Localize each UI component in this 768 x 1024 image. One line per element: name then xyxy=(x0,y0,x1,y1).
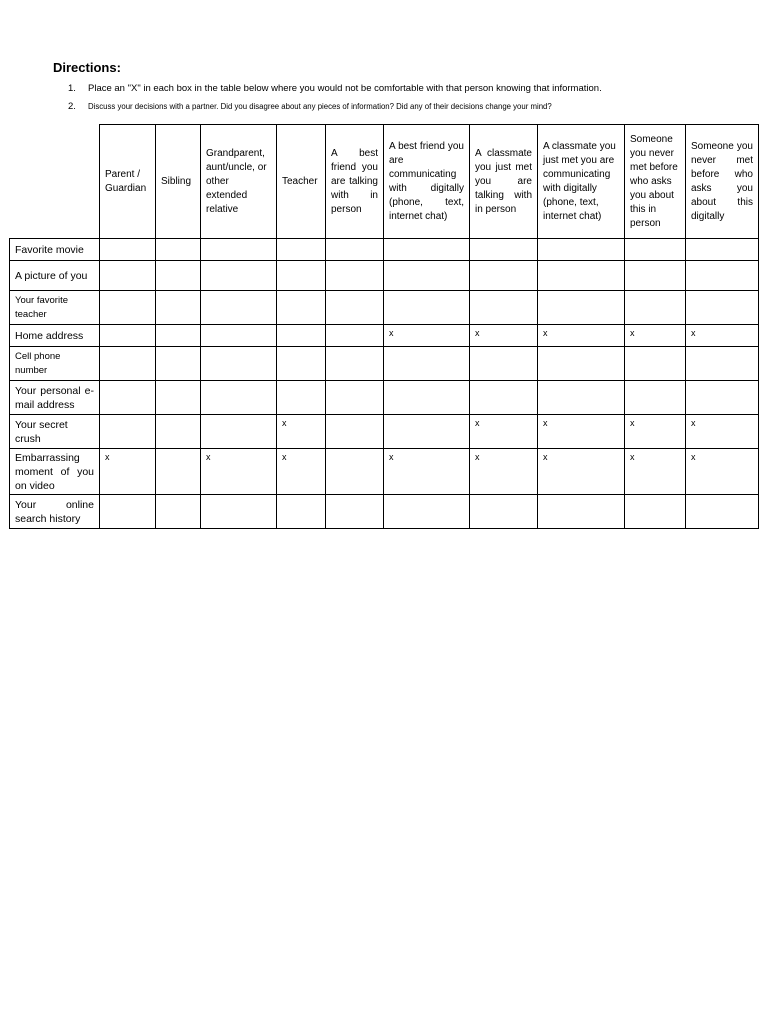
column-header: A best friend you are talking with in person xyxy=(326,125,384,239)
answer-cell[interactable]: x xyxy=(538,325,625,347)
column-header: Parent / Guardian xyxy=(100,125,156,239)
column-header: Teacher xyxy=(277,125,326,239)
answer-cell[interactable] xyxy=(326,495,384,529)
row-label: Your favorite teacher xyxy=(10,291,100,325)
answer-cell[interactable] xyxy=(326,325,384,347)
table-row xyxy=(10,325,759,347)
header-corner xyxy=(10,125,100,239)
row-label: Your secret crush xyxy=(10,415,100,449)
answer-cell[interactable]: x xyxy=(686,449,759,495)
answer-cell[interactable]: x xyxy=(470,449,538,495)
answer-cell[interactable] xyxy=(201,261,277,291)
answer-cell[interactable] xyxy=(156,495,201,529)
answer-cell[interactable] xyxy=(100,415,156,449)
row-label: Favorite movie xyxy=(10,239,100,261)
answer-cell[interactable] xyxy=(538,495,625,529)
answer-cell[interactable]: x xyxy=(384,449,470,495)
table-row xyxy=(10,495,759,529)
answer-cell[interactable]: x xyxy=(538,449,625,495)
answer-cell[interactable]: x xyxy=(100,449,156,495)
column-header: Grandparent, aunt/uncle, or other extended relative xyxy=(201,125,277,239)
answer-cell[interactable]: x xyxy=(538,415,625,449)
answer-cell[interactable] xyxy=(384,239,470,261)
column-header: Someone you never met before who asks you about this digitally xyxy=(686,125,759,239)
answer-cell[interactable] xyxy=(100,239,156,261)
answer-cell[interactable] xyxy=(625,347,686,381)
answer-cell[interactable] xyxy=(384,415,470,449)
comfort-table xyxy=(9,124,759,529)
direction-text: Place an "X" in each box in the table below where you would not be comfortable with that person knowing that information. xyxy=(88,82,602,94)
answer-cell[interactable]: x xyxy=(686,325,759,347)
answer-cell[interactable] xyxy=(326,449,384,495)
answer-cell[interactable] xyxy=(384,291,470,325)
answer-cell[interactable] xyxy=(156,325,201,347)
answer-cell[interactable] xyxy=(277,325,326,347)
answer-cell[interactable] xyxy=(686,347,759,381)
answer-cell[interactable] xyxy=(277,347,326,381)
answer-cell[interactable] xyxy=(470,261,538,291)
answer-cell[interactable] xyxy=(384,381,470,415)
direction-item xyxy=(68,79,602,97)
answer-cell[interactable] xyxy=(538,291,625,325)
answer-cell[interactable] xyxy=(100,291,156,325)
column-header: Someone you never met before who asks you about this in person xyxy=(625,125,686,239)
answer-cell[interactable] xyxy=(100,381,156,415)
answer-cell[interactable] xyxy=(686,495,759,529)
row-label: Home address xyxy=(10,325,100,347)
table-row xyxy=(10,291,759,325)
answer-cell[interactable] xyxy=(326,261,384,291)
answer-cell[interactable] xyxy=(156,381,201,415)
answer-cell[interactable] xyxy=(625,381,686,415)
answer-cell[interactable] xyxy=(156,239,201,261)
answer-cell[interactable]: x xyxy=(470,415,538,449)
answer-cell[interactable]: x xyxy=(686,415,759,449)
answer-cell[interactable] xyxy=(538,261,625,291)
answer-cell[interactable] xyxy=(201,347,277,381)
column-header: Sibling xyxy=(156,125,201,239)
answer-cell[interactable] xyxy=(625,291,686,325)
answer-cell[interactable] xyxy=(156,415,201,449)
answer-cell[interactable] xyxy=(538,381,625,415)
answer-cell[interactable]: x xyxy=(384,325,470,347)
answer-cell[interactable] xyxy=(326,415,384,449)
answer-cell[interactable] xyxy=(201,325,277,347)
answer-cell[interactable] xyxy=(470,291,538,325)
table-header-row xyxy=(10,125,759,239)
answer-cell[interactable] xyxy=(625,495,686,529)
answer-cell[interactable] xyxy=(201,381,277,415)
answer-cell[interactable] xyxy=(156,291,201,325)
direction-number: 1. xyxy=(68,82,76,94)
answer-cell[interactable] xyxy=(201,495,277,529)
answer-cell[interactable]: x xyxy=(277,449,326,495)
row-label: Cell phone number xyxy=(10,347,100,381)
answer-cell[interactable] xyxy=(201,415,277,449)
answer-cell[interactable] xyxy=(384,495,470,529)
row-label: Your personal e-mail address xyxy=(10,381,100,415)
answer-cell[interactable] xyxy=(384,261,470,291)
answer-cell[interactable]: x xyxy=(625,415,686,449)
answer-cell[interactable] xyxy=(686,261,759,291)
table-row xyxy=(10,347,759,381)
answer-cell[interactable] xyxy=(625,239,686,261)
answer-cell[interactable] xyxy=(326,291,384,325)
answer-cell[interactable] xyxy=(625,261,686,291)
answer-cell[interactable]: x xyxy=(277,415,326,449)
answer-cell[interactable] xyxy=(538,239,625,261)
answer-cell[interactable] xyxy=(277,261,326,291)
directions-list xyxy=(68,79,602,115)
table-row xyxy=(10,415,759,449)
answer-cell[interactable] xyxy=(201,291,277,325)
answer-cell[interactable] xyxy=(201,239,277,261)
answer-cell[interactable] xyxy=(326,347,384,381)
answer-cell[interactable] xyxy=(470,495,538,529)
answer-cell[interactable] xyxy=(686,291,759,325)
answer-cell[interactable] xyxy=(470,239,538,261)
table-row xyxy=(10,261,759,291)
answer-cell[interactable]: x xyxy=(625,449,686,495)
answer-cell[interactable] xyxy=(686,381,759,415)
answer-cell[interactable]: x xyxy=(470,325,538,347)
direction-item xyxy=(68,97,602,115)
answer-cell[interactable] xyxy=(156,261,201,291)
answer-cell[interactable] xyxy=(156,449,201,495)
answer-cell[interactable] xyxy=(100,261,156,291)
row-label: Embarrassing moment of you on video xyxy=(10,449,100,495)
row-label: A picture of you xyxy=(10,261,100,291)
answer-cell[interactable] xyxy=(538,347,625,381)
directions-title: Directions: xyxy=(53,60,121,75)
row-label: Your online search history xyxy=(10,495,100,529)
direction-number: 2. xyxy=(68,100,76,112)
answer-cell[interactable] xyxy=(326,239,384,261)
answer-cell[interactable] xyxy=(277,381,326,415)
column-header: A classmate you just met you are talking with in person xyxy=(470,125,538,239)
answer-cell[interactable] xyxy=(686,239,759,261)
answer-cell[interactable] xyxy=(277,239,326,261)
answer-cell[interactable] xyxy=(100,347,156,381)
answer-cell[interactable] xyxy=(277,495,326,529)
table-row xyxy=(10,239,759,261)
table-row xyxy=(10,449,759,495)
answer-cell[interactable] xyxy=(100,325,156,347)
answer-cell[interactable] xyxy=(156,347,201,381)
answer-cell[interactable]: x xyxy=(201,449,277,495)
column-header: A classmate you just met you are communicating with digitally (phone, text, internet chat) xyxy=(538,125,625,239)
answer-cell[interactable]: x xyxy=(625,325,686,347)
table-row xyxy=(10,381,759,415)
answer-cell[interactable] xyxy=(384,347,470,381)
direction-text: Discuss your decisions with a partner. Did you disagree about any pieces of information? Did any of their decisions change your mind? xyxy=(88,101,552,111)
answer-cell[interactable] xyxy=(470,381,538,415)
answer-cell[interactable] xyxy=(277,291,326,325)
answer-cell[interactable] xyxy=(100,495,156,529)
column-header: A best friend you are communicating with digitally (phone, text, internet chat) xyxy=(384,125,470,239)
answer-cell[interactable] xyxy=(470,347,538,381)
answer-cell[interactable] xyxy=(326,381,384,415)
